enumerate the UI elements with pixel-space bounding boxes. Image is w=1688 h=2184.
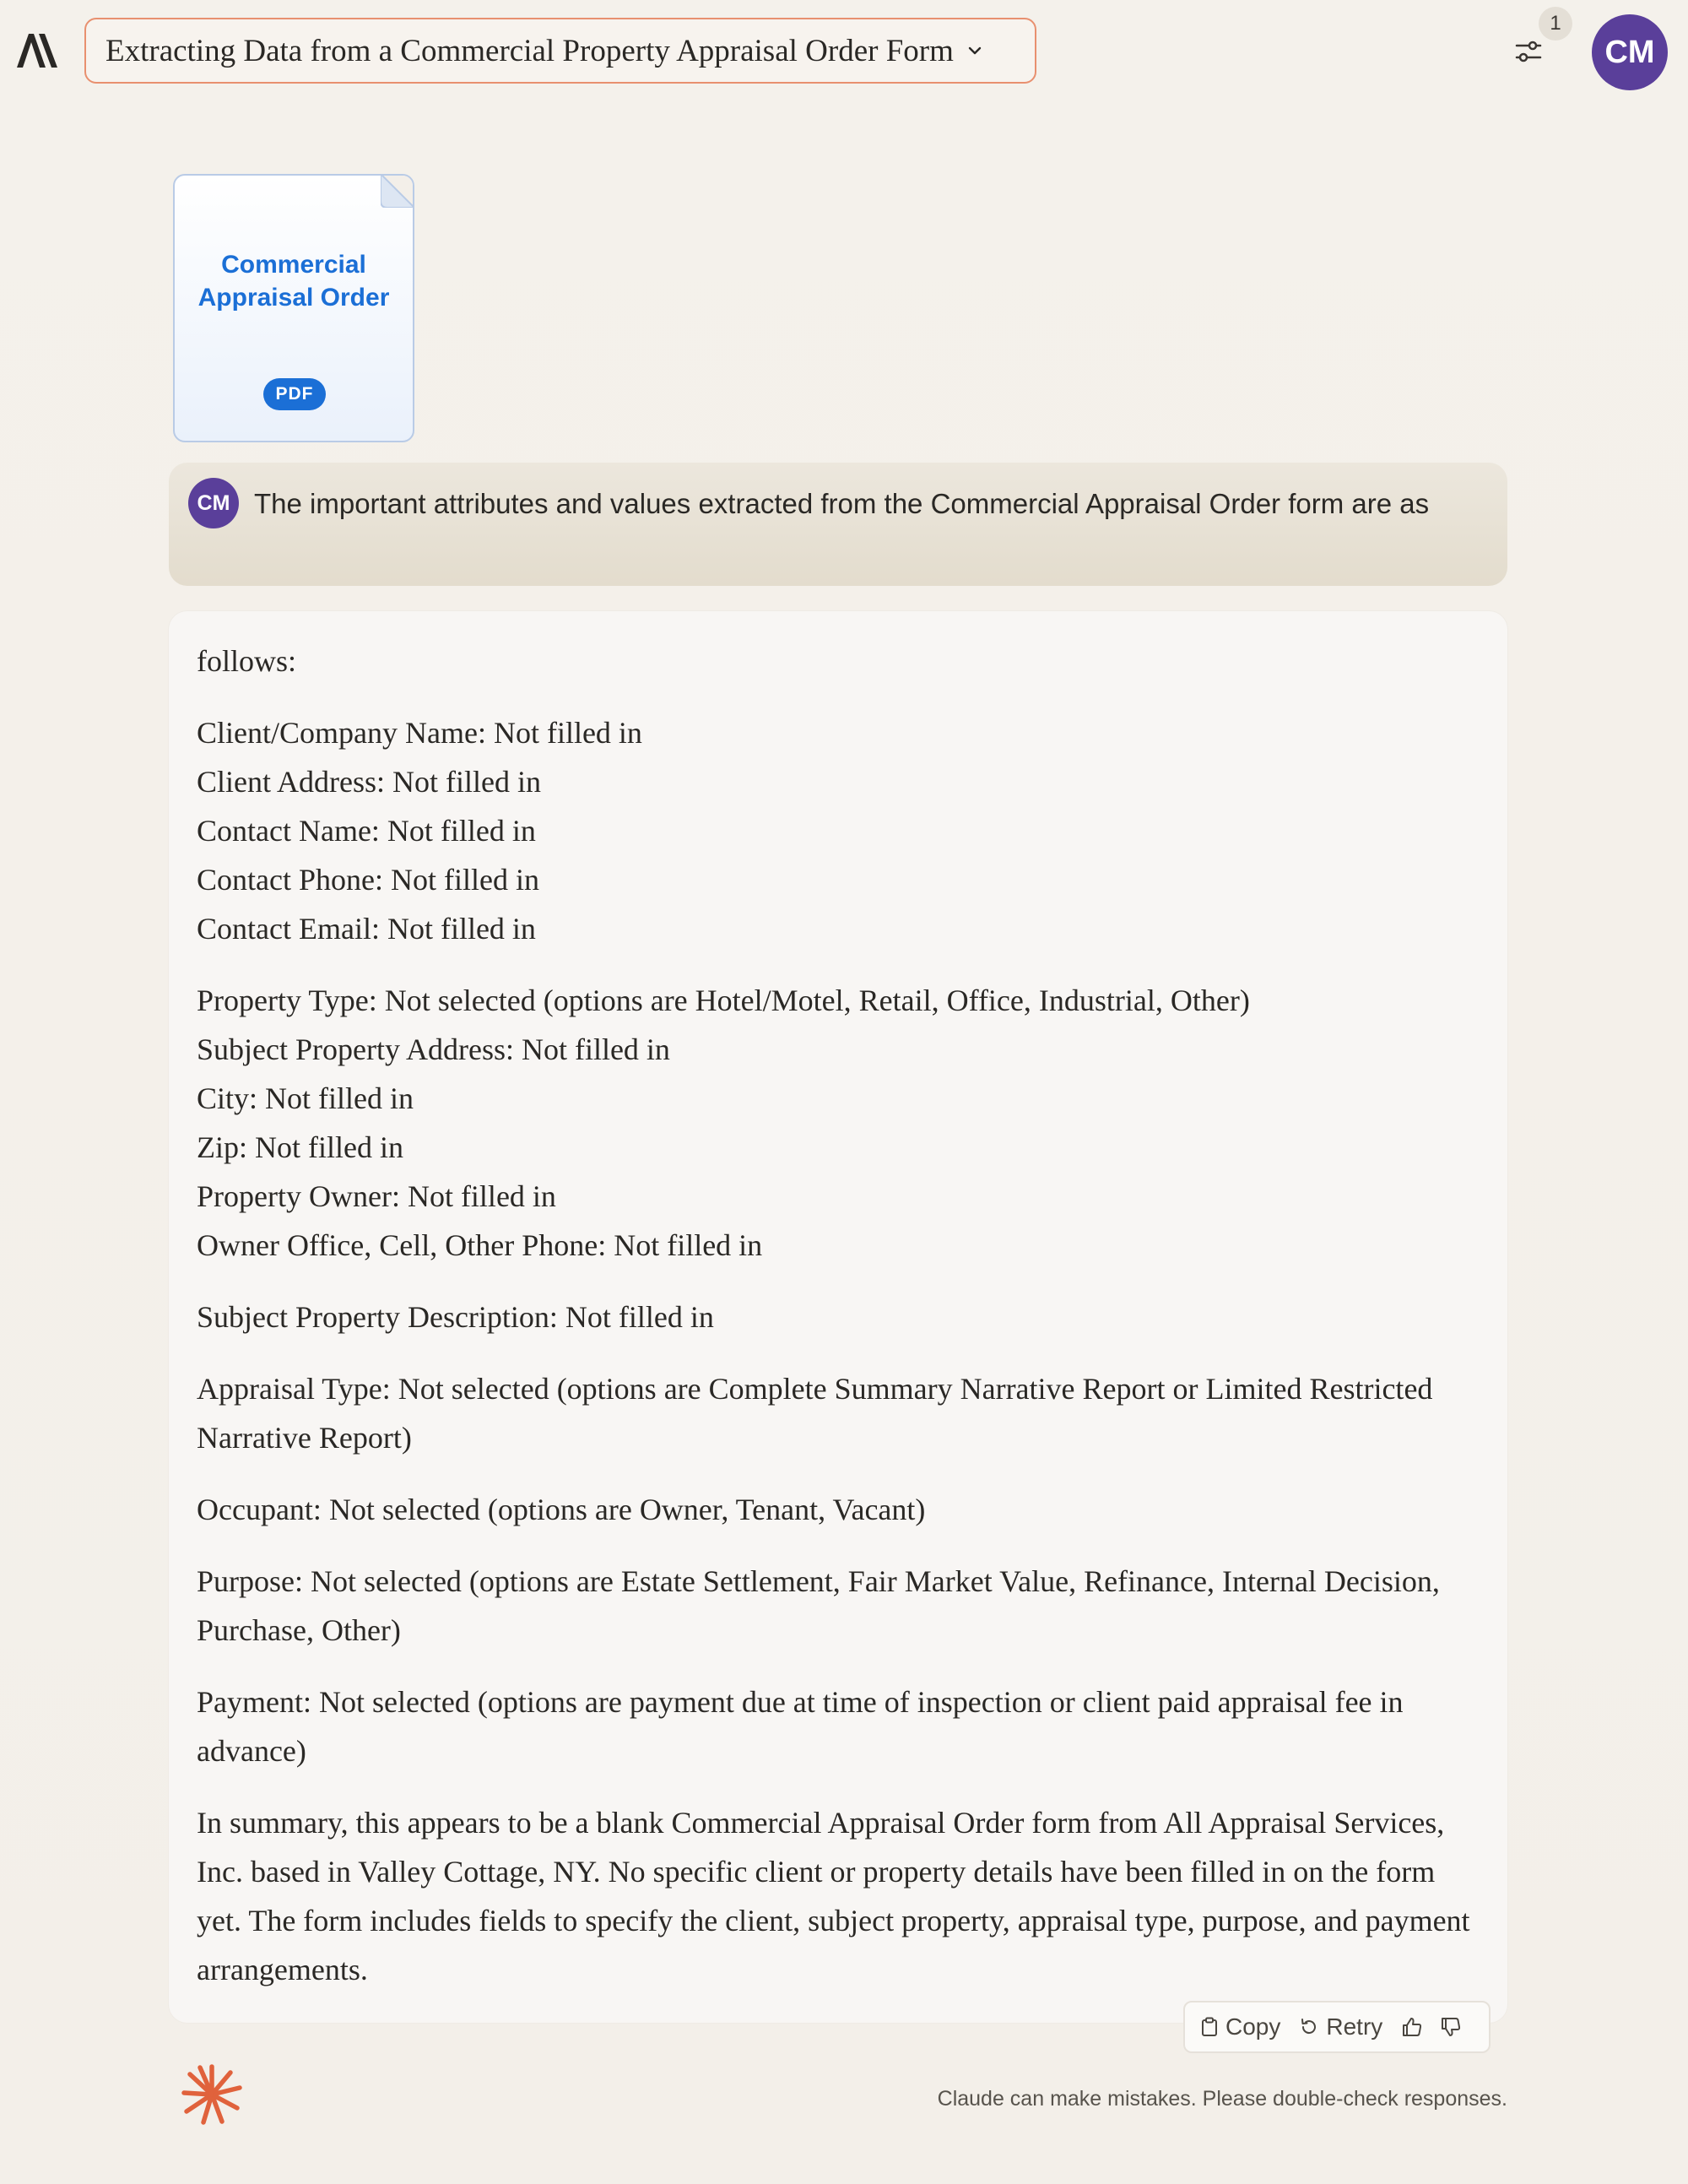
copy-label: Copy: [1225, 2013, 1281, 2040]
response-line: Client/Company Name: Not filled in: [197, 716, 642, 750]
response-line: Property Owner: Not filled in: [197, 1179, 556, 1213]
retry-button[interactable]: [1299, 2013, 1382, 2040]
response-line: Contact Email: Not filled in: [197, 912, 536, 946]
response-line: City: Not filled in: [197, 1081, 414, 1115]
response-paragraph: [197, 637, 1480, 686]
sliders-icon: [1512, 35, 1545, 68]
thumbs-up-button[interactable]: [1401, 2016, 1423, 2038]
claude-spark-icon: [180, 2062, 244, 2127]
response-paragraph: [197, 1485, 1480, 1534]
response-paragraph: [197, 1677, 1480, 1775]
response-line: follows:: [197, 644, 297, 678]
settings-sliders-button[interactable]: [1509, 32, 1548, 71]
conversation-title-dropdown[interactable]: [84, 18, 1036, 84]
response-paragraph: [197, 708, 1480, 953]
response-line: In summary, this appears to be a blank Commercial Appraisal Order form from All Appraisal Services, Inc. based in Valley Cottage, NY. No specific client or property details have been filled in on the form yet. The form includes fields to specify the client, subject property, appraisal type, purpose, and payment arrangements.: [197, 1806, 1470, 1986]
disclaimer-text: Claude can make mistakes. Please double-check responses.: [937, 2087, 1507, 2111]
response-line: Client Address: Not filled in: [197, 765, 541, 799]
user-message: [169, 463, 1507, 586]
response-line: Zip: Not filled in: [197, 1130, 403, 1164]
notification-badge: 1: [1539, 7, 1572, 41]
pdf-attachment-card[interactable]: [173, 174, 414, 442]
response-paragraph: [197, 1293, 1480, 1341]
response-line: Purpose: Not selected (options are Estate Settlement, Fair Market Value, Refinance, Internal Decision, Purchase, Other): [197, 1564, 1440, 1647]
response-line: Payment: Not selected (options are payment due at time of inspection or client paid appraisal fee in advance): [197, 1685, 1404, 1768]
response-paragraph: [197, 976, 1480, 1270]
response-action-bar: [1183, 2001, 1491, 2053]
thumbs-down-icon: [1440, 2016, 1462, 2038]
page-fold-icon: [381, 174, 414, 208]
user-avatar[interactable]: CM: [1592, 14, 1668, 90]
response-line: Occupant: Not selected (options are Owner, Tenant, Vacant): [197, 1493, 926, 1526]
anthropic-logo-icon[interactable]: [14, 30, 61, 71]
thumbs-down-button[interactable]: [1440, 2016, 1462, 2038]
response-content: [197, 637, 1480, 2017]
copy-button[interactable]: [1200, 2013, 1280, 2040]
user-message-text: The important attributes and values extracted from the Commercial Appraisal Order form are as: [254, 488, 1430, 519]
response-line: Owner Office, Cell, Other Phone: Not filled in: [197, 1228, 763, 1262]
user-message-avatar: CM: [188, 478, 239, 528]
response-line: Appraisal Type: Not selected (options are Complete Summary Narrative Report or Limited Restricted Narrative Report): [197, 1372, 1433, 1455]
retry-icon: [1299, 2017, 1319, 2037]
chevron-down-icon: [966, 41, 984, 60]
thumbs-up-icon: [1401, 2016, 1423, 2038]
response-paragraph: [197, 1798, 1480, 1994]
clipboard-icon: [1200, 2017, 1219, 2037]
response-paragraph: [197, 1557, 1480, 1655]
response-line: Subject Property Description: Not filled in: [197, 1300, 714, 1334]
retry-label: Retry: [1326, 2013, 1383, 2040]
assistant-response: [169, 611, 1507, 2023]
response-line: Contact Phone: Not filled in: [197, 863, 539, 897]
response-line: Contact Name: Not filled in: [197, 814, 536, 848]
file-type-badge: PDF: [263, 378, 326, 410]
response-line: Property Type: Not selected (options are Hotel/Motel, Retail, Office, Industrial, Other): [197, 984, 1250, 1017]
response-line: Subject Property Address: Not filled in: [197, 1032, 670, 1066]
attachment-name: Commercial Appraisal Order: [197, 251, 390, 312]
response-paragraph: [197, 1364, 1480, 1462]
conversation-title: Extracting Data from a Commercial Property Appraisal Order Form: [106, 33, 954, 68]
